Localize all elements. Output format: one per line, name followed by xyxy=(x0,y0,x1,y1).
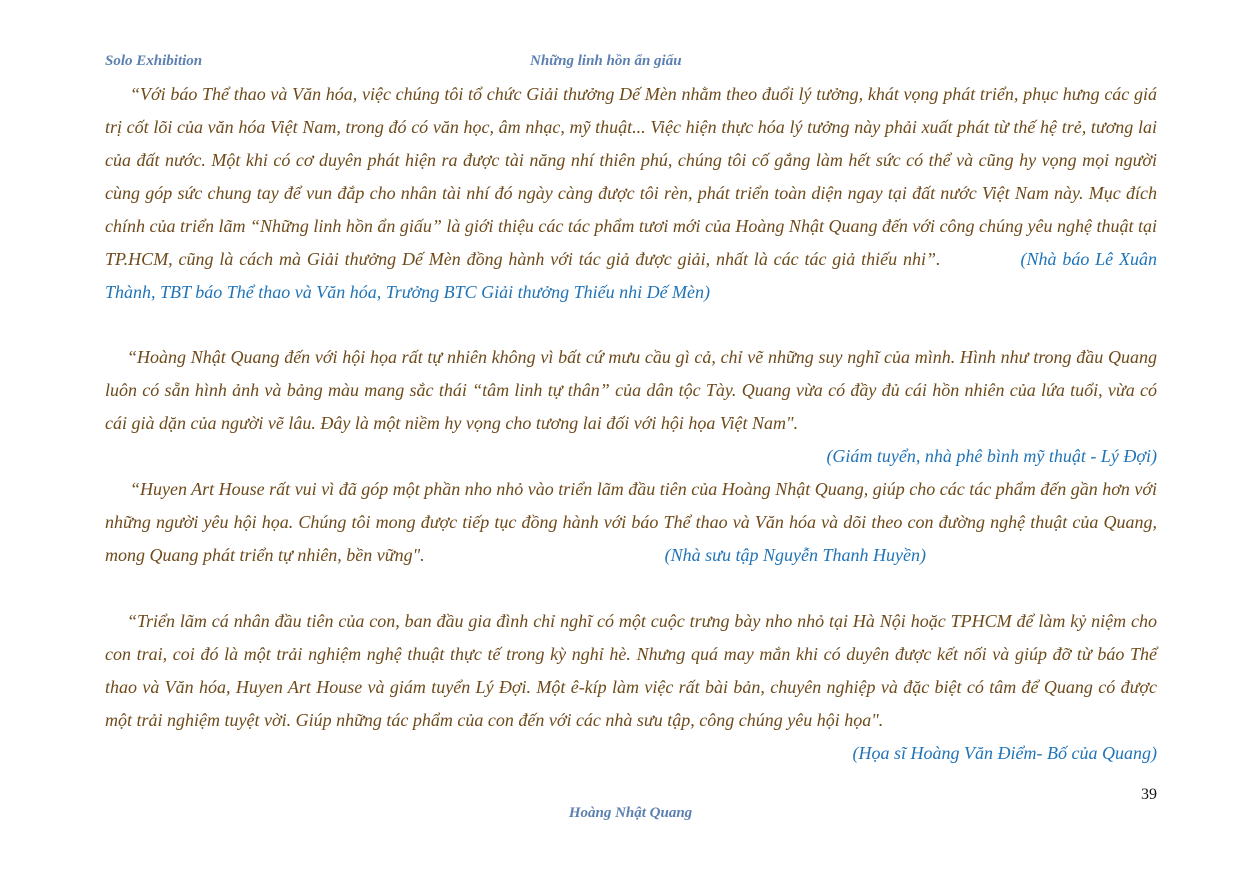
quote-text-1: “Với báo Thể thao và Văn hóa, việc chúng tôi tổ chức Giải thưởng Dế Mèn nhằm theo đuổi lý tưởng, khát vọng phát triển, phục hưng các giá trị cốt lõi của văn hóa Việt Nam, trong đó có văn học, âm nhạc, mỹ thuật... Việc hiện thực hóa lý tưởng này phải xuất phát từ thế hệ trẻ, tương lai của đất nước. Một khi có cơ duyên phát hiện ra được tài năng nhí thiên phú, chúng tôi cố gắng làm hết sức có thể và cũng hy vọng mọi người cùng góp sức chung tay để vun đắp cho nhân tài nhí đó ngày càng được tôi rèn, phát triển toàn diện ngay tại đất nước Việt Nam này. Mục đích chính của triển lãm “Những linh hồn ẩn giấu” là giới thiệu các tác phẩm tươi mới của Hoàng Nhật Quang đến với công chúng yêu nghệ thuật tại TP.HCM, cũng là cách mà Giải thưởng Dế Mèn đồng hành với tác giả được giải, nhất là các tác giả thiếu nhi”. xyxy=(105,84,1157,269)
quote-text-4: “Triển lãm cá nhân đầu tiên của con, ban đầu gia đình chỉ nghĩ có một cuộc trưng bày nho nhỏ tại Hà Nội hoặc TPHCM để làm kỷ niệm cho con trai, coi đó là một trải nghiệm nghệ thuật thực tế trong kỳ nghỉ hè. Nhưng quá may mắn khi có duyên được kết nối và giúp đỡ từ báo Thể thao và Văn hóa, Huyen Art House và giám tuyển Lý Đợi. Một ê-kíp làm việc rất bài bản, chuyên nghiệp và đặc biệt có tâm để Quang có được một trải nghiệm tuyệt vời. Giúp những tác phẩm của con đến với các nhà sưu tập, công chúng yêu hội họa". xyxy=(105,611,1157,730)
quote-paragraph-3 xyxy=(105,473,1157,572)
quote-attribution-2: (Giám tuyển, nhà phê bình mỹ thuật - Lý Đợi) xyxy=(826,446,1157,466)
quote-attribution-3: (Nhà sưu tập Nguyễn Thanh Huyền) xyxy=(664,545,926,565)
header-left-title: Solo Exhibition xyxy=(105,53,203,69)
quote-text-2: “Hoàng Nhật Quang đến với hội họa rất tự nhiên không vì bất cứ mưu cầu gì cả, chỉ vẽ những suy nghĩ của mình. Hình như trong đầu Quang luôn có sẵn hình ảnh và bảng màu mang sắc thái “tâm linh tự thân” của dân tộc Tày. Quang vừa có đầy đủ cái hồn nhiên của lứa tuổi, vừa có cái già dặn của người vẽ lâu. Đây là một niềm hy vọng cho tương lai đối với hội họa Việt Nam". xyxy=(105,347,1157,433)
quote-paragraph-4 xyxy=(105,605,1157,737)
quote-paragraph-2 xyxy=(105,341,1157,440)
page-number: 39 xyxy=(1141,786,1157,803)
quote-paragraph-1 xyxy=(105,78,1157,309)
footer-author-name: Hoàng Nhật Quang xyxy=(568,805,693,821)
quote-attribution-4: (Họa sĩ Hoàng Văn Điểm- Bố của Quang) xyxy=(852,743,1157,763)
quote-text-3: “Huyen Art House rất vui vì đã góp một phần nho nhỏ vào triển lãm đầu tiên của Hoàng Nhật Quang, giúp cho các tác phẩm đến gần hơn với những người yêu hội họa. Chúng tôi mong được tiếp tục đồng hành với báo Thể thao và Văn hóa và dõi theo con đường nghệ thuật của Quang, mong Quang phát triển tự nhiên, bền vững". xyxy=(105,479,1157,565)
header-center-title: Những linh hồn ẩn giấu xyxy=(530,53,682,69)
quote-attribution-1: (Nhà báo Lê Xuân Thành, TBT báo Thể thao và Văn hóa, Trưởng BTC Giải thưởng Thiếu nhi Dế Mèn) xyxy=(105,249,1157,302)
